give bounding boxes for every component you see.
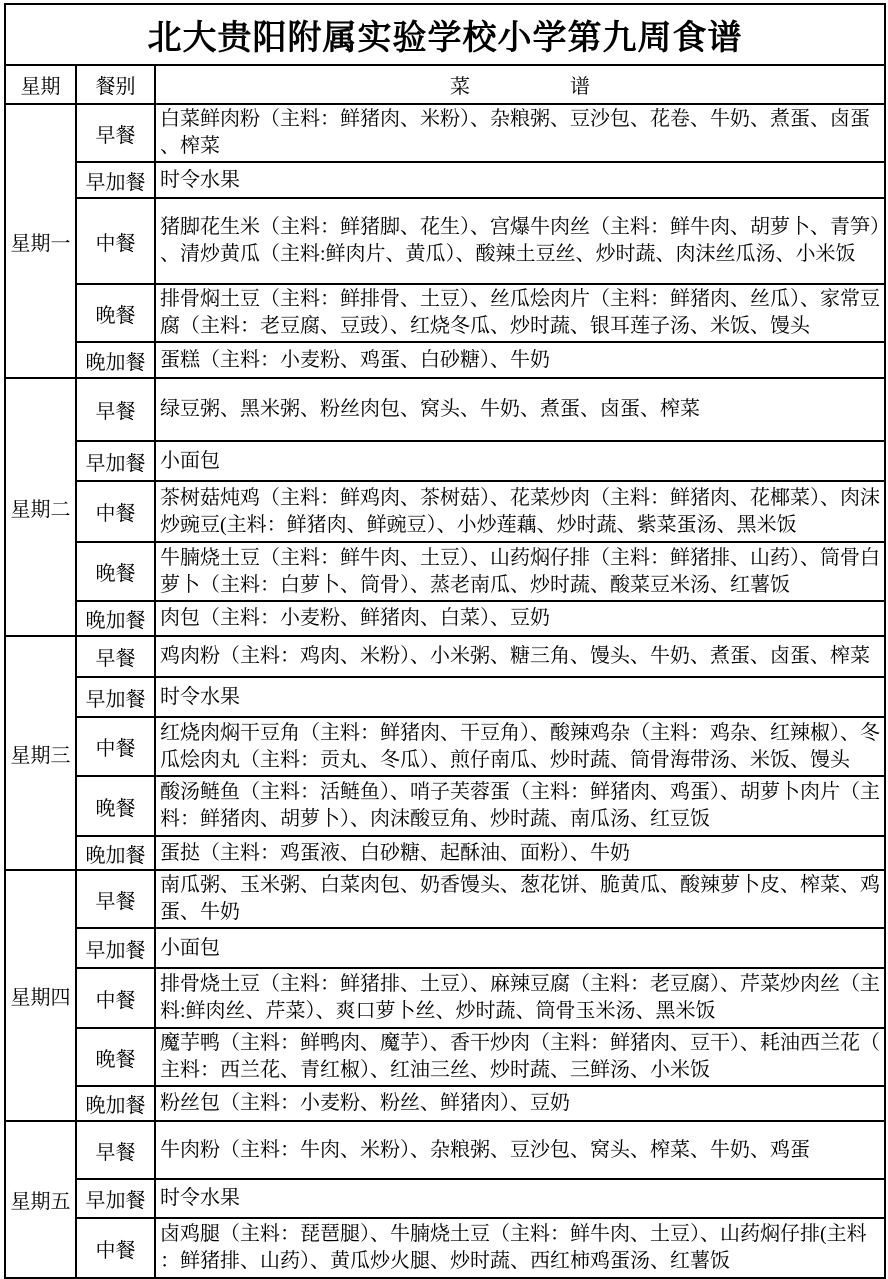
meal-type-cell: 中餐 — [76, 717, 155, 776]
table-row — [5, 441, 885, 481]
menu-cell: 白菜鲜肉粉（主料：鲜猪肉、米粉）、杂粮粥、豆沙包、花卷、牛奶、煮蛋、卤蛋、榨菜 — [155, 104, 885, 162]
day-cell-tuesday: 星期二 — [5, 378, 76, 636]
meal-type-cell: 晚加餐 — [76, 836, 155, 870]
meal-type-cell: 晚加餐 — [76, 342, 155, 378]
meal-type-cell: 晚餐 — [76, 776, 155, 836]
menu-cell: 南瓜粥、玉米粥、白菜肉包、奶香馒头、葱花饼、脆黄瓜、酸辣萝卜皮、榨菜、鸡蛋、牛奶 — [155, 870, 885, 928]
meal-type-cell: 早餐 — [76, 636, 155, 677]
menu-cell: 排骨焖土豆（主料：鲜排骨、土豆）、丝瓜烩肉片（主料：鲜猪肉、丝瓜）、家常豆腐（主料：老豆腐、豆豉）、红烧冬瓜、炒时蔬、银耳莲子汤、米饭、馒头 — [155, 284, 885, 342]
meal-type-cell: 早加餐 — [76, 162, 155, 198]
table-row — [5, 284, 885, 342]
menu-cell: 卤鸡腿（主料：琵琶腿）、牛腩烧土豆（主料：鲜牛肉、土豆）、山药焖仔排(主料：鲜猪排、山药）、黄瓜炒火腿、炒时蔬、西红柿鸡蛋汤、红薯饭 — [155, 1218, 885, 1278]
table-row — [5, 636, 885, 677]
meal-type-cell: 晚餐 — [76, 284, 155, 342]
menu-cell: 绿豆粥、黑米粥、粉丝肉包、窝头、牛奶、煮蛋、卤蛋、榨菜 — [155, 378, 885, 441]
page-title: 北大贵阳附属实验学校小学第九周食谱 — [5, 4, 885, 65]
menu-cell: 小面包 — [155, 441, 885, 481]
table-row — [5, 342, 885, 378]
table-row — [5, 776, 885, 836]
menu-cell: 猪脚花生米（主料：鲜猪脚、花生）、宫爆牛肉丝（主料：鲜牛肉、胡萝卜、青笋）、清炒黄瓜（主料:鲜肉片、黄瓜）、酸辣土豆丝、炒时蔬、肉沫丝瓜汤、小米饭 — [155, 198, 885, 284]
meal-type-cell: 早加餐 — [76, 1179, 155, 1218]
meal-type-cell: 中餐 — [76, 481, 155, 542]
day-cell-thursday: 星期四 — [5, 870, 76, 1121]
meal-type-cell: 中餐 — [76, 1218, 155, 1278]
meal-type-cell: 晚餐 — [76, 1028, 155, 1086]
table-row — [5, 198, 885, 284]
day-cell-monday: 星期一 — [5, 104, 76, 378]
menu-cell: 茶树菇炖鸡（主料：鲜鸡肉、茶树菇）、花菜炒肉（主料：鲜猪肉、花椰菜）、肉沫炒豌豆(主料：鲜猪肉、鲜豌豆）、小炒莲藕、炒时蔬、紫菜蛋汤、黑米饭 — [155, 481, 885, 542]
menu-cell: 排骨烧土豆（主料：鲜猪排、土豆）、麻辣豆腐（主料：老豆腐）、芹菜炒肉丝（主料:鲜肉丝、芹菜）、爽口萝卜丝、炒时蔬、筒骨玉米汤、黑米饭 — [155, 968, 885, 1028]
table-row — [5, 601, 885, 636]
meal-type-cell: 晚餐 — [76, 542, 155, 601]
day-cell-wednesday: 星期三 — [5, 636, 76, 870]
table-row — [5, 677, 885, 717]
meal-type-cell: 早加餐 — [76, 441, 155, 481]
meal-type-cell: 早餐 — [76, 870, 155, 928]
menu-cell: 时令水果 — [155, 677, 885, 717]
meal-type-cell: 中餐 — [76, 198, 155, 284]
menu-cell: 牛肉粉（主料：牛肉、米粉）、杂粮粥、豆沙包、窝头、榨菜、牛奶、鸡蛋 — [155, 1121, 885, 1179]
title-row — [5, 4, 885, 65]
table-row — [5, 928, 885, 968]
table-row — [5, 1121, 885, 1179]
table-row — [5, 1179, 885, 1218]
weekly-menu-table — [4, 3, 886, 1279]
table-row — [5, 968, 885, 1028]
table-row — [5, 836, 885, 870]
menu-cell: 牛腩烧土豆（主料：鲜牛肉、土豆）、山药焖仔排（主料：鲜猪排、山药）、筒骨白萝卜（主料：白萝卜、筒骨）、蒸老南瓜、炒时蔬、酸菜豆米汤、红薯饭 — [155, 542, 885, 601]
meal-type-cell: 早餐 — [76, 378, 155, 441]
table-row — [5, 378, 885, 441]
meal-type-cell: 晚加餐 — [76, 601, 155, 636]
table-row — [5, 1028, 885, 1086]
table-row — [5, 1218, 885, 1278]
meal-type-cell: 早餐 — [76, 1121, 155, 1179]
meal-type-cell: 早加餐 — [76, 677, 155, 717]
column-header-menu: 菜 谱 — [155, 65, 885, 104]
menu-cell: 时令水果 — [155, 162, 885, 198]
menu-cell: 蛋挞（主料：鸡蛋液、白砂糖、起酥油、面粉）、牛奶 — [155, 836, 885, 870]
table-row — [5, 104, 885, 162]
menu-cell: 蛋糕（主料：小麦粉、鸡蛋、白砂糖）、牛奶 — [155, 342, 885, 378]
header-row — [5, 65, 885, 104]
menu-cell: 酸汤鲢鱼（主料：活鲢鱼）、哨子芙蓉蛋（主料：鲜猪肉、鸡蛋）、胡萝卜肉片（主料：鲜猪肉、胡萝卜）、肉沫酸豆角、炒时蔬、南瓜汤、红豆饭 — [155, 776, 885, 836]
menu-cell: 小面包 — [155, 928, 885, 968]
day-cell-friday: 星期五 — [5, 1121, 76, 1278]
menu-cell: 鸡肉粉（主料：鸡肉、米粉）、小米粥、糖三角、馒头、牛奶、煮蛋、卤蛋、榨菜 — [155, 636, 885, 677]
table-row — [5, 542, 885, 601]
menu-cell: 红烧肉焖干豆角（主料：鲜猪肉、干豆角）、酸辣鸡杂（主料：鸡杂、红辣椒）、冬瓜烩肉丸（主料：贡丸、冬瓜）、煎仔南瓜、炒时蔬、筒骨海带汤、米饭、馒头 — [155, 717, 885, 776]
table-row — [5, 1086, 885, 1121]
table-row — [5, 481, 885, 542]
meal-type-cell: 早餐 — [76, 104, 155, 162]
table-row — [5, 162, 885, 198]
column-header-day: 星期 — [5, 65, 76, 104]
meal-type-cell: 早加餐 — [76, 928, 155, 968]
column-header-meal: 餐别 — [76, 65, 155, 104]
menu-cell: 时令水果 — [155, 1179, 885, 1218]
menu-cell: 粉丝包（主料：小麦粉、粉丝、鲜猪肉）、豆奶 — [155, 1086, 885, 1121]
table-row — [5, 870, 885, 928]
table-row — [5, 717, 885, 776]
meal-type-cell: 中餐 — [76, 968, 155, 1028]
meal-type-cell: 晚加餐 — [76, 1086, 155, 1121]
menu-cell: 肉包（主料：小麦粉、鲜猪肉、白菜）、豆奶 — [155, 601, 885, 636]
menu-cell: 魔芋鸭（主料：鲜鸭肉、魔芋）、香干炒肉（主料：鲜猪肉、豆干）、耗油西兰花（主料：西兰花、青红椒）、红油三丝、炒时蔬、三鲜汤、小米饭 — [155, 1028, 885, 1086]
